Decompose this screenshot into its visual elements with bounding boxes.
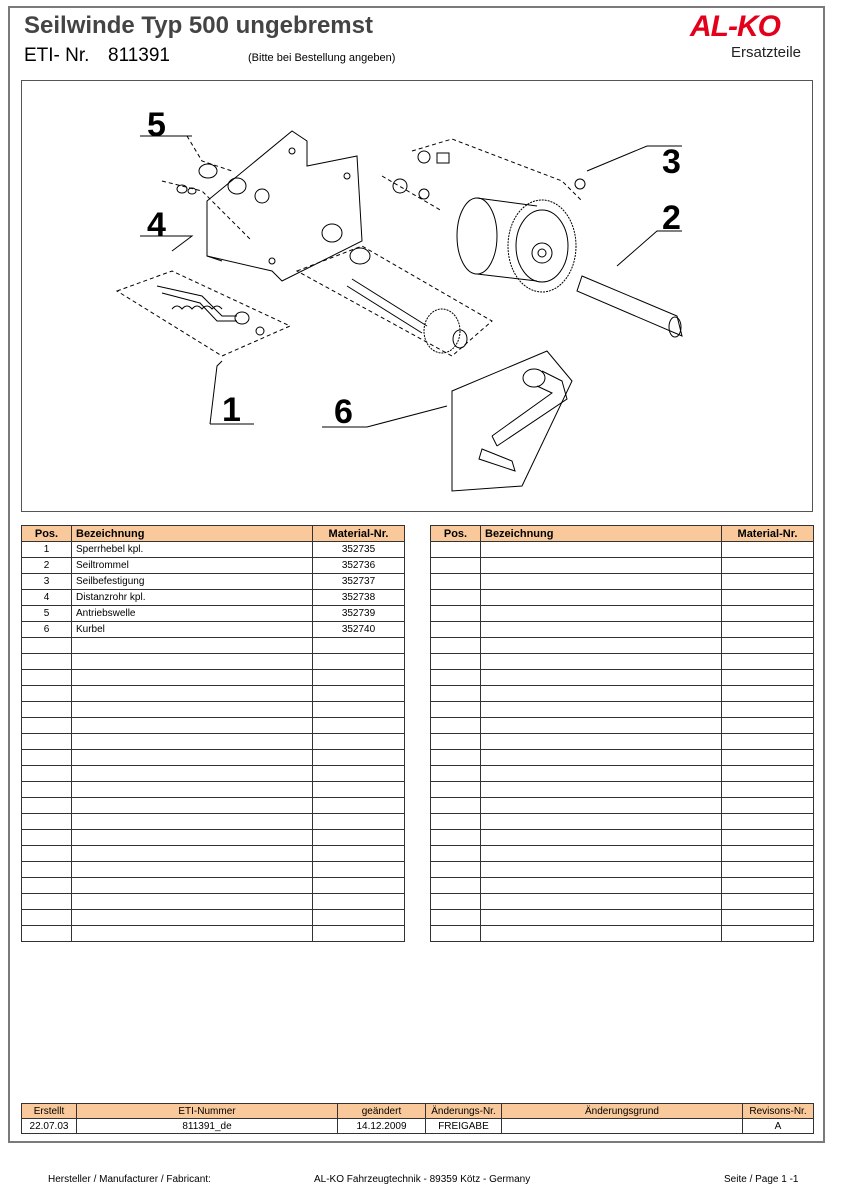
callout-5: 5: [147, 106, 166, 144]
cell-pos: [431, 606, 481, 622]
footer-page: Seite / Page 1 -1: [724, 1174, 799, 1185]
cell-pos: [22, 782, 72, 798]
cell-material: [722, 830, 814, 846]
cell-material: [722, 686, 814, 702]
eti-label: ETI- Nr.: [24, 45, 90, 66]
cell-material: 352735: [313, 542, 405, 558]
table-row: [22, 878, 405, 894]
table-row: [22, 766, 405, 782]
footer-manufacturer-label: Hersteller / Manufacturer / Fabricant:: [48, 1174, 211, 1185]
cell-pos: [431, 686, 481, 702]
meta-reason: [502, 1119, 743, 1134]
revision-table: [21, 1103, 814, 1134]
callout-2: 2: [662, 199, 681, 237]
cell-pos: [22, 910, 72, 926]
cell-material: [313, 878, 405, 894]
cell-material: [313, 702, 405, 718]
col-pos: Pos.: [22, 526, 72, 542]
table-row: [22, 782, 405, 798]
cell-pos: [431, 654, 481, 670]
table-row: [22, 798, 405, 814]
cell-name: [481, 654, 722, 670]
cell-pos: [431, 718, 481, 734]
meta-changed-header: geändert: [338, 1104, 426, 1119]
table-row: [431, 606, 814, 622]
table-row: [22, 702, 405, 718]
cell-pos: [431, 926, 481, 942]
meta-changed: 14.12.2009: [338, 1119, 426, 1134]
table-row: [22, 862, 405, 878]
cell-pos: [22, 734, 72, 750]
cell-material: 352738: [313, 590, 405, 606]
cell-name: [481, 590, 722, 606]
cell-pos: [22, 766, 72, 782]
cell-pos: 2: [22, 558, 72, 574]
table-row: [431, 702, 814, 718]
rope-drum: [457, 198, 576, 292]
cell-material: 352740: [313, 622, 405, 638]
footer-manufacturer: AL-KO Fahrzeugtechnik - 89359 Kötz - Germany: [314, 1174, 531, 1185]
cell-material: 352737: [313, 574, 405, 590]
parts-list-empty: [431, 542, 814, 942]
meta-change-no: FREIGABE: [426, 1119, 502, 1134]
cell-pos: 5: [22, 606, 72, 622]
table-row: [431, 830, 814, 846]
table-row: [22, 734, 405, 750]
cell-name: [481, 766, 722, 782]
cell-name: [72, 718, 313, 734]
table-row: [22, 894, 405, 910]
cell-pos: [431, 638, 481, 654]
cell-material: [313, 798, 405, 814]
cell-pos: [22, 750, 72, 766]
table-row: [431, 542, 814, 558]
table-row: [22, 686, 405, 702]
cell-name: [72, 750, 313, 766]
cell-name: [72, 734, 313, 750]
table-row: [22, 654, 405, 670]
cell-material: [313, 910, 405, 926]
cell-material: [722, 766, 814, 782]
cell-name: [72, 702, 313, 718]
cell-material: [722, 574, 814, 590]
col-material: Material-Nr.: [722, 526, 814, 542]
cell-pos: [431, 878, 481, 894]
callout-1: 1: [222, 391, 241, 429]
table-row: [22, 574, 405, 590]
cell-pos: [431, 814, 481, 830]
cell-name: Sperrhebel kpl.: [72, 542, 313, 558]
logo-subtitle: Ersatzteile: [731, 44, 802, 61]
cell-pos: [22, 654, 72, 670]
meta-eti: 811391_de: [77, 1119, 338, 1134]
cell-name: [72, 894, 313, 910]
cell-pos: [431, 670, 481, 686]
cell-pos: [431, 734, 481, 750]
table-row: [22, 910, 405, 926]
parts-table-right: [430, 525, 814, 942]
cell-pos: [431, 894, 481, 910]
meta-revision-header: Revisons-Nr.: [743, 1104, 814, 1119]
cell-material: 352739: [313, 606, 405, 622]
cell-name: [481, 878, 722, 894]
cell-material: [722, 782, 814, 798]
table-row: [431, 622, 814, 638]
table-row: [431, 638, 814, 654]
table-row: [431, 782, 814, 798]
cell-pos: [22, 638, 72, 654]
cell-pos: [431, 590, 481, 606]
table-row: [22, 750, 405, 766]
cell-name: [72, 926, 313, 942]
cell-pos: [431, 862, 481, 878]
cell-name: [481, 926, 722, 942]
order-hint: (Bitte bei Bestellung angeben): [248, 52, 396, 64]
table-row: [431, 750, 814, 766]
cell-pos: [22, 814, 72, 830]
cell-material: [722, 846, 814, 862]
cell-material: [313, 894, 405, 910]
table-row: [22, 814, 405, 830]
winch-frame: [207, 131, 362, 281]
cell-name: [72, 686, 313, 702]
table-row: [22, 846, 405, 862]
cell-name: [481, 814, 722, 830]
cell-pos: [22, 686, 72, 702]
cell-material: 352736: [313, 558, 405, 574]
cell-name: [72, 830, 313, 846]
cell-pos: [22, 670, 72, 686]
cell-pos: [22, 798, 72, 814]
table-row: [22, 558, 405, 574]
cell-material: [722, 702, 814, 718]
table-row: [22, 926, 405, 942]
cell-material: [722, 590, 814, 606]
cell-name: [481, 734, 722, 750]
col-pos: Pos.: [431, 526, 481, 542]
cell-name: [72, 862, 313, 878]
cell-material: [313, 638, 405, 654]
table-row: [431, 846, 814, 862]
parts-list: [22, 542, 405, 942]
cell-name: [481, 606, 722, 622]
cell-name: Kurbel: [72, 622, 313, 638]
table-row: [431, 686, 814, 702]
table-row: [431, 862, 814, 878]
cell-name: [72, 766, 313, 782]
cell-name: Distanzrohr kpl.: [72, 590, 313, 606]
meta-change-no-header: Änderungs-Nr.: [426, 1104, 502, 1119]
cell-name: [481, 782, 722, 798]
col-name: Bezeichnung: [481, 526, 722, 542]
cell-material: [722, 638, 814, 654]
cell-name: [481, 830, 722, 846]
cell-pos: [22, 718, 72, 734]
cell-material: [722, 926, 814, 942]
callout-4: 4: [147, 206, 166, 244]
bushing-part: [199, 164, 217, 178]
cell-pos: [22, 926, 72, 942]
table-row: [431, 910, 814, 926]
cell-pos: 1: [22, 542, 72, 558]
table-row: [431, 654, 814, 670]
cell-name: [481, 862, 722, 878]
cell-material: [722, 542, 814, 558]
cell-name: [72, 846, 313, 862]
table-row: [22, 638, 405, 654]
meta-reason-header: Änderungsgrund: [502, 1104, 743, 1119]
cell-name: [72, 798, 313, 814]
cell-name: [72, 910, 313, 926]
cell-material: [722, 750, 814, 766]
cell-name: [481, 686, 722, 702]
cell-name: [481, 718, 722, 734]
table-row: [431, 926, 814, 942]
cell-name: [481, 750, 722, 766]
cell-material: [313, 718, 405, 734]
cell-pos: [22, 878, 72, 894]
cell-name: [481, 670, 722, 686]
cell-name: [481, 558, 722, 574]
cell-material: [313, 766, 405, 782]
cell-pos: [431, 750, 481, 766]
meta-revision: A: [743, 1119, 814, 1134]
cell-name: [72, 878, 313, 894]
cell-material: [722, 718, 814, 734]
cell-material: [313, 670, 405, 686]
table-row: [431, 670, 814, 686]
cell-pos: [431, 846, 481, 862]
col-material: Material-Nr.: [313, 526, 405, 542]
meta-created: 22.07.03: [22, 1119, 77, 1134]
cell-name: [481, 910, 722, 926]
cell-material: [313, 862, 405, 878]
callout-3: 3: [662, 143, 681, 181]
cell-name: [481, 574, 722, 590]
table-row: [431, 558, 814, 574]
cell-material: [722, 654, 814, 670]
meta-created-header: Erstellt: [22, 1104, 77, 1119]
exploded-drawing: [21, 80, 813, 512]
cell-pos: [22, 702, 72, 718]
cell-name: [481, 622, 722, 638]
cell-name: [72, 654, 313, 670]
cell-name: [481, 846, 722, 862]
table-row: [431, 798, 814, 814]
table-row: [431, 894, 814, 910]
cell-pos: [431, 830, 481, 846]
cell-name: [72, 814, 313, 830]
cell-material: [722, 670, 814, 686]
cell-name: [72, 638, 313, 654]
cell-material: [313, 654, 405, 670]
cell-material: [313, 814, 405, 830]
cell-material: [313, 926, 405, 942]
page-title: Seilwinde Typ 500 ungebremst: [24, 12, 373, 39]
table-row: [22, 606, 405, 622]
cell-material: [722, 910, 814, 926]
table-row: [431, 574, 814, 590]
cell-pos: [431, 558, 481, 574]
cell-name: Seiltrommel: [72, 558, 313, 574]
meta-eti-header: ETI-Nummer: [77, 1104, 338, 1119]
cell-material: [313, 782, 405, 798]
cell-name: [72, 670, 313, 686]
cell-material: [313, 750, 405, 766]
table-row: [431, 814, 814, 830]
cell-material: [722, 814, 814, 830]
cell-material: [722, 606, 814, 622]
cell-material: [313, 846, 405, 862]
winch-drawing: [22, 81, 812, 511]
cell-material: [722, 894, 814, 910]
cell-pos: [431, 702, 481, 718]
cell-pos: [431, 574, 481, 590]
table-row: [431, 590, 814, 606]
cell-material: [722, 622, 814, 638]
cell-pos: 4: [22, 590, 72, 606]
cell-pos: 3: [22, 574, 72, 590]
table-row: [22, 718, 405, 734]
cell-pos: [431, 766, 481, 782]
table-row: [22, 830, 405, 846]
cell-material: [722, 862, 814, 878]
eti-number: 811391: [108, 45, 170, 66]
cell-name: Antriebswelle: [72, 606, 313, 622]
cell-material: [722, 558, 814, 574]
cell-pos: [431, 798, 481, 814]
cell-pos: [22, 894, 72, 910]
callout-6: 6: [334, 393, 353, 431]
table-row: [431, 734, 814, 750]
cell-pos: [431, 542, 481, 558]
table-row: [22, 670, 405, 686]
parts-table-left: [21, 525, 405, 942]
table-row: [22, 622, 405, 638]
cell-pos: [431, 622, 481, 638]
cell-name: [481, 894, 722, 910]
col-name: Bezeichnung: [72, 526, 313, 542]
cell-pos: [22, 846, 72, 862]
cell-pos: [431, 782, 481, 798]
cell-material: [313, 830, 405, 846]
table-row: [431, 766, 814, 782]
cell-name: [72, 782, 313, 798]
cell-material: [722, 878, 814, 894]
table-row: [22, 590, 405, 606]
cell-material: [313, 734, 405, 750]
cell-name: Seilbefestigung: [72, 574, 313, 590]
cell-pos: [22, 862, 72, 878]
cell-material: [313, 686, 405, 702]
cell-pos: [431, 910, 481, 926]
cell-name: [481, 542, 722, 558]
cell-pos: [22, 830, 72, 846]
alko-logo: AL-KO: [690, 10, 780, 43]
cell-name: [481, 798, 722, 814]
table-row: [431, 878, 814, 894]
cell-pos: 6: [22, 622, 72, 638]
cell-name: [481, 638, 722, 654]
cell-material: [722, 734, 814, 750]
table-row: [431, 718, 814, 734]
cell-material: [722, 798, 814, 814]
cell-name: [481, 702, 722, 718]
table-row: [22, 542, 405, 558]
